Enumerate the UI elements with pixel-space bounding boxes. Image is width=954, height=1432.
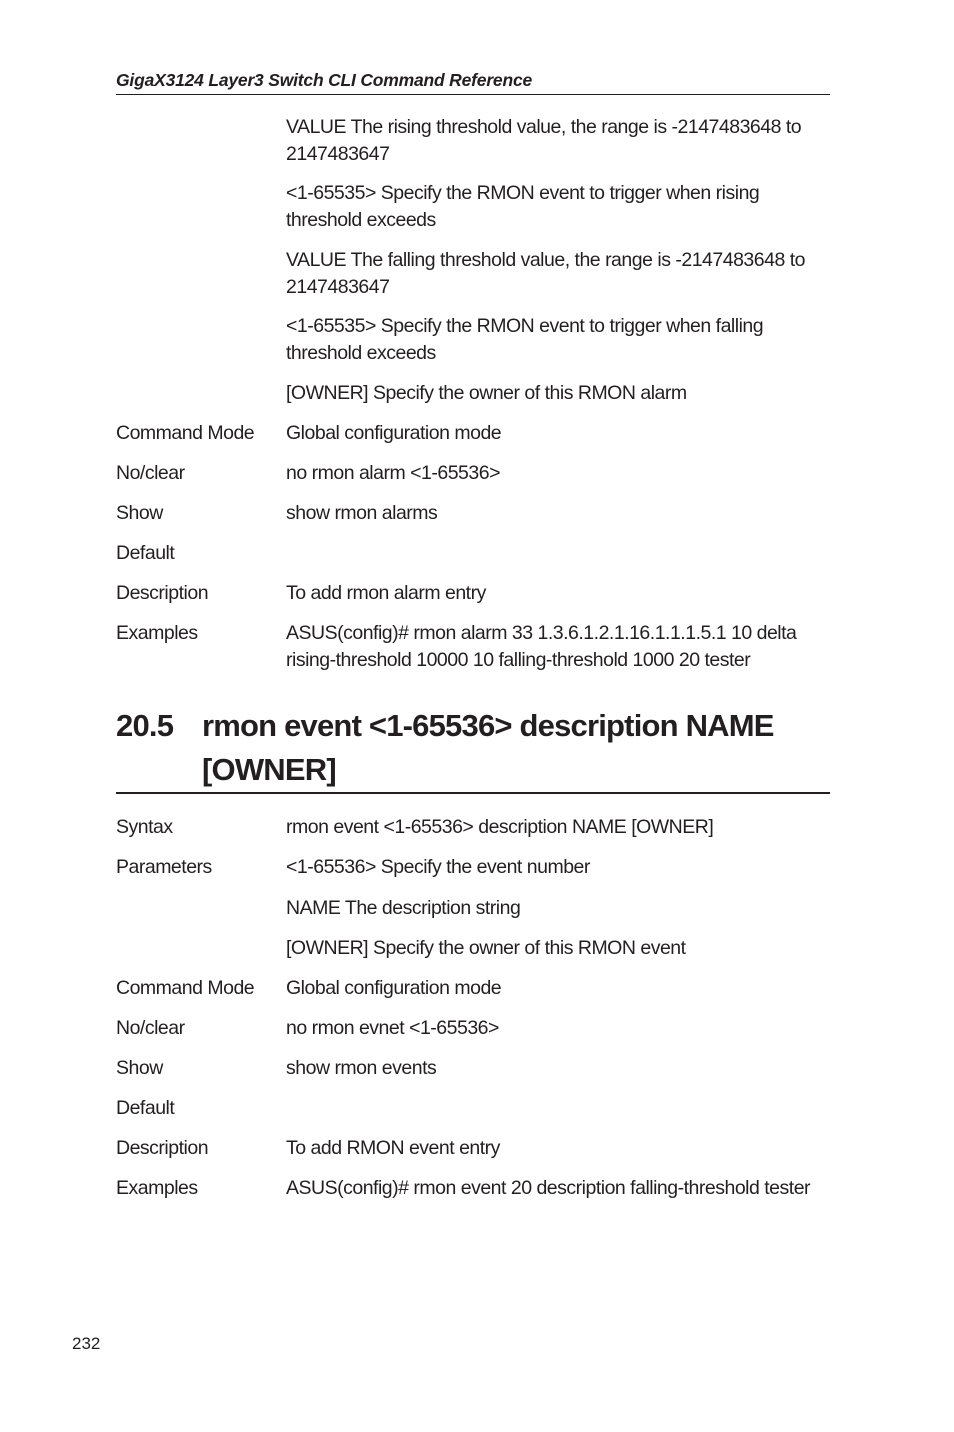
row-value: show rmon alarms bbox=[286, 502, 438, 524]
row-label: Command Mode bbox=[116, 422, 255, 444]
row-value: VALUE The rising threshold value, the range is -2147483648 to 2147483647 bbox=[286, 116, 802, 165]
row-label: Command Mode bbox=[116, 977, 255, 999]
row-value: NAME The description string bbox=[286, 897, 521, 919]
row-value: <1-65535> Specify the RMON event to trigger when falling threshold exceeds bbox=[286, 315, 764, 364]
row-value: ASUS(config)# rmon event 20 description falling-threshold tester bbox=[286, 1177, 811, 1199]
row-value: Global configuration mode bbox=[286, 977, 502, 999]
row-label: Default bbox=[116, 542, 175, 564]
row-label: Parameters bbox=[116, 856, 212, 878]
row-value: [OWNER] Specify the owner of this RMON alarm bbox=[286, 382, 687, 404]
row-label: No/clear bbox=[116, 1017, 185, 1039]
row-label: Examples bbox=[116, 1177, 198, 1199]
row-label: Default bbox=[116, 1097, 175, 1119]
row-value: <1-65536> Specify the event number bbox=[286, 856, 590, 878]
row-value: VALUE The falling threshold value, the range is -2147483648 to 2147483647 bbox=[286, 249, 805, 298]
row-label: Description bbox=[116, 1137, 209, 1159]
row-value: To add rmon alarm entry bbox=[286, 582, 486, 604]
row-value: To add RMON event entry bbox=[286, 1137, 500, 1159]
row-value: show rmon events bbox=[286, 1057, 437, 1079]
row-value: rmon event <1-65536> description NAME [OWNER] bbox=[286, 816, 714, 838]
row-label: Syntax bbox=[116, 816, 173, 838]
section-heading bbox=[116, 704, 830, 794]
row-value: no rmon alarm <1-65536> bbox=[286, 462, 500, 484]
page-number: 232 bbox=[72, 1334, 101, 1353]
row-value: [OWNER] Specify the owner of this RMON event bbox=[286, 937, 686, 959]
section-title: rmon event <1-65536> description NAME [OWNER] bbox=[202, 708, 774, 787]
row-label: Examples bbox=[116, 622, 198, 644]
row-value: Global configuration mode bbox=[286, 422, 502, 444]
row-value: ASUS(config)# rmon alarm 33 1.3.6.1.2.1.16.1.1.1.5.1 10 delta rising-threshold 10000 10 falling-threshold 1000 20 tester bbox=[286, 622, 797, 671]
row-label: Show bbox=[116, 1057, 163, 1079]
row-label: Show bbox=[116, 502, 163, 524]
row-label: No/clear bbox=[116, 462, 185, 484]
row-label: Description bbox=[116, 582, 209, 604]
running-header: GigaX3124 Layer3 Switch CLI Command Reference bbox=[116, 70, 830, 95]
section-number: 20.5 bbox=[116, 708, 174, 743]
row-value: no rmon evnet <1-65536> bbox=[286, 1017, 499, 1039]
row-value: <1-65535> Specify the RMON event to trigger when rising threshold exceeds bbox=[286, 182, 760, 231]
